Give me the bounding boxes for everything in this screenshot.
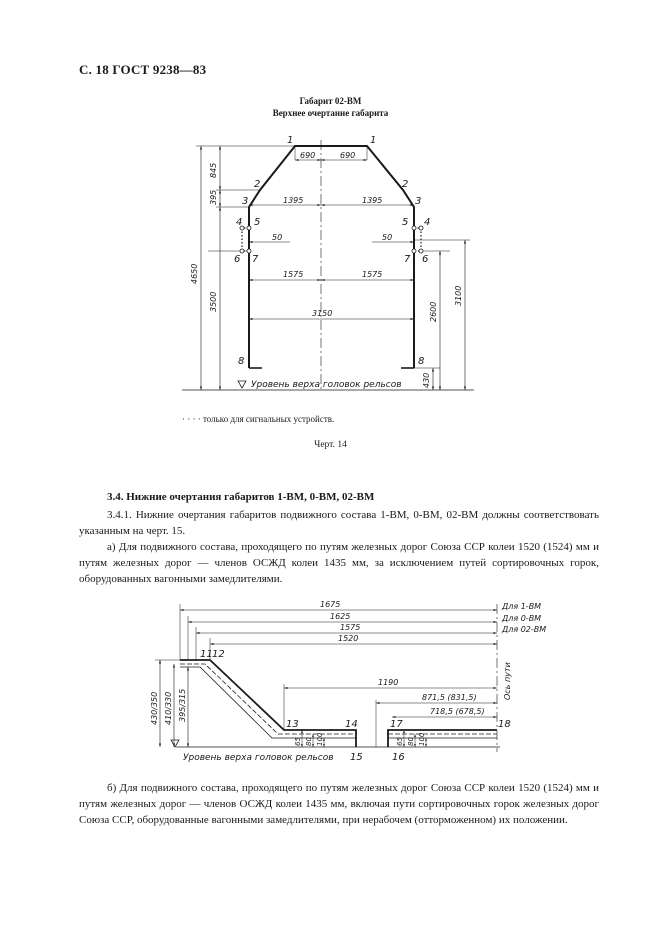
gauge-label: Для 1-ВМ [502,602,542,611]
point-label: 4 [236,217,243,228]
dim-label: 3500 [209,291,218,312]
page-header: С. 18 ГОСТ 9238—83 [79,62,207,77]
axis-label: Ось пути [503,662,512,700]
dim-label: 3100 [454,285,463,306]
width-label: 1520 [338,634,359,643]
dim-label: 430 [422,372,431,388]
dim-label: 100 [418,732,426,746]
dim-label: 65 [294,737,302,746]
dim-label: 1395 [362,196,383,205]
point-label: 13 [286,719,299,730]
dim-label: 430/350 [150,691,159,725]
lower-outline-right [388,730,497,747]
point-label: 15 [350,752,363,763]
dim-label: 80 [407,737,415,746]
point-label: 4 [424,217,431,228]
dim-label: 690 [340,151,356,160]
point-label: 8 [238,356,245,367]
rail-level-symbol [171,740,179,747]
point-label: 5 [402,217,409,228]
paragraph: 3.4.1. Нижние очертания габаритов подвижного состава 1-ВМ, 0-ВМ, 02-ВМ должны соответствовать указанным на черт. 15. [79,509,599,537]
point-label: 5 [254,217,261,228]
point-label: 2 [254,179,261,190]
section-heading: 3.4. Нижние очертания габаритов 1-ВМ, 0-ВМ, 02-ВМ [107,491,375,503]
dim-label: 80 [305,737,313,746]
point-label: 3 [242,196,249,207]
point-label: 6 [234,254,241,265]
dim-label: 4650 [190,263,199,284]
figure-note: · · · · только для сигнальных устройств. [182,414,335,424]
dim-label: 718,5 (678,5) [430,707,485,716]
dim-label: 100 [316,732,324,746]
point-label: 12 [212,649,225,660]
point-label: 17 [390,719,403,730]
point-label: 7 [252,254,259,265]
figure-title: Габарит 02-ВМ [299,96,362,106]
dim-label: 1575 [362,270,383,279]
point-label: 8 [418,356,425,367]
rail-level-label: Уровень верха головок рельсов [251,380,402,390]
rail-level-label: Уровень верха головок рельсов [183,753,334,763]
point-label: 16 [392,752,405,763]
point-label: 14 [345,719,358,730]
dim-label: 2600 [429,301,438,322]
dim-label: 65 [396,737,404,746]
gauge-label: Для 02-ВМ [502,625,547,634]
width-label: 1625 [330,612,351,621]
dim-label: 410/330 [164,691,173,725]
point-label: 1 [287,135,294,146]
dim-label: 395/315 [178,688,187,722]
dim-label: 690 [300,151,316,160]
dim-label: 3150 [312,309,333,318]
dim-label: 845 [209,162,218,178]
gauge-label: Для 0-ВМ [502,614,542,623]
dim-label: 50 [272,233,283,242]
dim-label: 871,5 (831,5) [422,693,477,702]
dim-label: 1575 [283,270,304,279]
point-label: 7 [404,254,411,265]
point-label: 2 [402,179,409,190]
dim-label: 395 [209,189,218,205]
width-label: 1575 [340,623,361,632]
point-label: 1 [370,135,377,146]
point-label: 11 [200,649,213,660]
dim-label: 1190 [378,678,399,687]
width-label: 1675 [320,600,341,609]
point-label: 6 [422,254,429,265]
point-label: 18 [498,719,511,730]
figure-caption: Черт. 14 [314,440,347,450]
dim-label: 50 [382,233,393,242]
figure-subtitle: Верхнее очертание габарита [272,108,389,118]
dim-label: 1395 [283,196,304,205]
paragraph: б) Для подвижного состава, проходящего по путям железных дорог Союза ССР колеи 1520 (1524) мм и путям железных дорог — членов ОСЖД колеи 1435 мм, включая пути сортировочных горок железных дорог Союза ССР, оборудованные вагонными замедлителями, при нерабочем (отторможенном) их положении. [79,782,599,826]
paragraph: а) Для подвижного состава, проходящего по путям железных дорог Союза ССР колеи 1520 (1524) мм и путям железных дорог — членов ОСЖД колеи 1435 мм, за исключением путей сортировочных горок, оборудованных вагонными замедлителями. [79,541,599,585]
point-label: 3 [415,196,422,207]
